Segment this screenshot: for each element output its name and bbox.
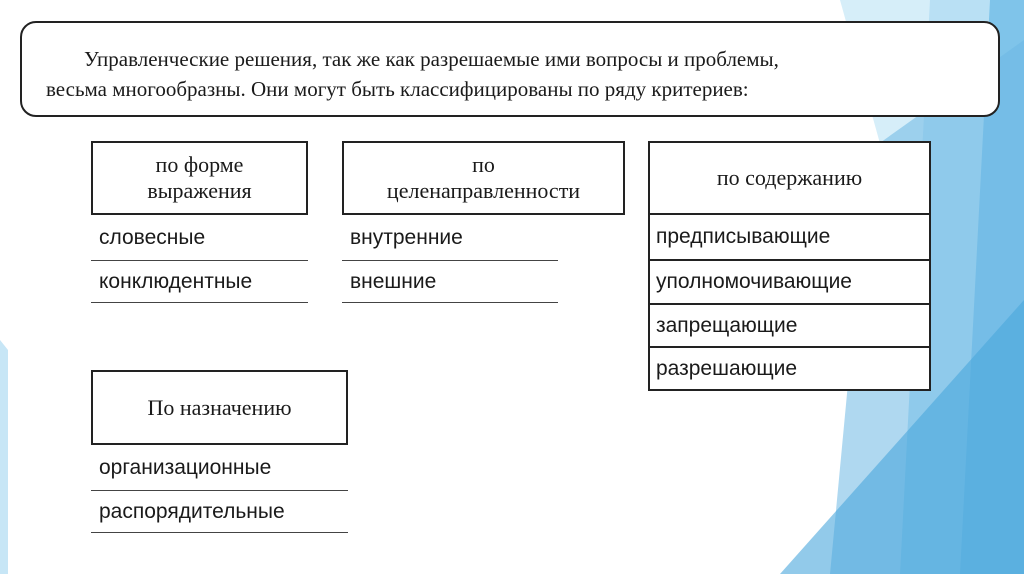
category-item: предписывающие [648,215,931,261]
intro-line-1: Управленческие решения, так же как разрешаемые ими вопросы и проблемы, [84,47,779,71]
category-item: внутренние [342,215,558,261]
category-header: по целенаправленности [342,141,625,215]
category-item: внешние [342,261,558,303]
category-item: распорядительные [91,491,348,533]
category-item: конклюдентные [91,261,308,303]
category-item: запрещающие [648,305,931,348]
category-item: словесные [91,215,308,261]
category-item: разрешающие [648,348,931,391]
category-item: организационные [91,445,348,491]
category-header: по содержанию [648,141,931,215]
category-header: по форме выражения [91,141,308,215]
intro-text-box [20,21,1000,117]
category-header: По назначению [91,370,348,445]
intro-line-2: весьма многообразны. Они могут быть классифицированы по ряду критериев: [46,77,749,101]
category-item: уполномочивающие [648,261,931,305]
